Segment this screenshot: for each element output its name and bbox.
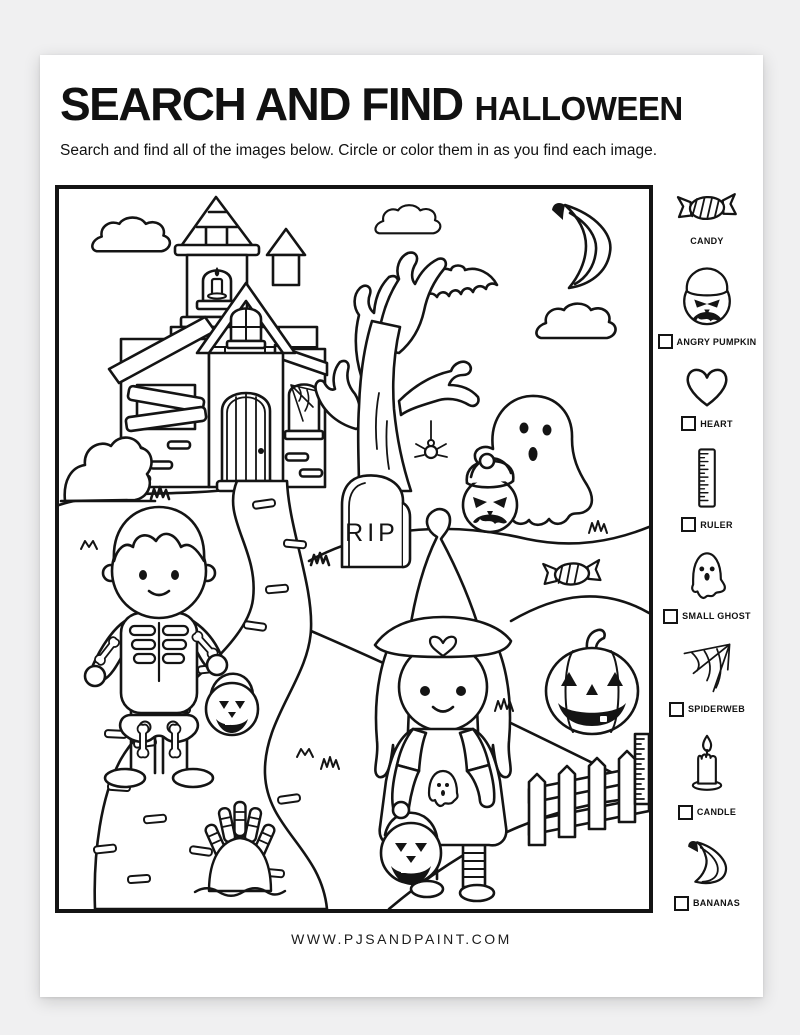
checklist-label: SPIDERWEB	[687, 704, 746, 715]
picket-fence	[529, 734, 649, 845]
checklist-label: CANDLE	[696, 807, 737, 818]
checkbox-candle	[678, 805, 693, 820]
checklist-label: BANANAS	[692, 898, 741, 909]
footer-url: WWW.PJSANDPAINT.COM	[291, 931, 512, 947]
ruler-icon	[694, 446, 720, 510]
checkbox-heart	[681, 416, 696, 431]
checklist-item-bananas	[674, 835, 740, 911]
candy	[543, 560, 600, 586]
striped-sock-leg	[460, 845, 494, 901]
cloud	[92, 218, 170, 252]
gravestone-text: RIP	[345, 519, 399, 547]
title-accent: HALLOWEEN	[474, 90, 683, 127]
candy-icon	[671, 187, 743, 229]
worksheet-page	[40, 55, 763, 997]
checklist-item-spiderweb	[669, 639, 745, 717]
scene-frame	[55, 185, 653, 913]
checklist-label: HEART	[700, 418, 733, 429]
angry-pumpkin-bucket	[463, 454, 517, 532]
jack-o-lantern	[546, 630, 638, 734]
checklist-label: SMALL GHOST	[682, 611, 751, 622]
checklist-label: ANGRY PUMPKIN	[676, 336, 757, 347]
boarded-window	[125, 385, 206, 431]
heart-icon	[682, 364, 732, 409]
page-title	[60, 77, 683, 131]
candle-icon	[684, 732, 730, 798]
checkbox-angry-pumpkin	[658, 334, 673, 349]
front-door	[217, 393, 275, 491]
checklist-item-heart	[681, 364, 733, 431]
search-checklist	[656, 187, 758, 911]
checklist-item-candy	[671, 187, 743, 246]
checklist-label: RULER	[700, 519, 733, 530]
instructions-text: Search and find all of the images below. Circle or color them in as you find each image.	[60, 142, 658, 159]
checklist-label: CANDY	[690, 236, 724, 246]
checkbox-bananas	[674, 896, 689, 911]
big-ghost	[463, 396, 592, 532]
checklist-item-small-ghost	[663, 548, 751, 624]
fence-ruler	[635, 734, 649, 804]
checklist-item-angry-pumpkin	[658, 261, 757, 349]
hanging-spider	[415, 421, 447, 458]
checklist-item-ruler	[681, 446, 733, 532]
bananas-icon	[681, 835, 733, 889]
title-main: SEARCH AND FIND	[60, 78, 463, 130]
small-ghost-icon	[681, 548, 733, 602]
checklist-item-candle	[678, 732, 736, 820]
angry-pumpkin-icon	[676, 261, 738, 327]
cloud	[536, 304, 615, 338]
scene-illustration	[59, 189, 649, 909]
crescent-moon-bananas	[552, 203, 610, 288]
spiderweb-icon	[677, 639, 737, 695]
checkbox-small-ghost	[663, 609, 678, 624]
checkbox-spiderweb	[669, 702, 684, 717]
cloud	[375, 205, 440, 233]
shirt-ghost	[429, 771, 458, 806]
checkbox-ruler	[681, 517, 696, 532]
